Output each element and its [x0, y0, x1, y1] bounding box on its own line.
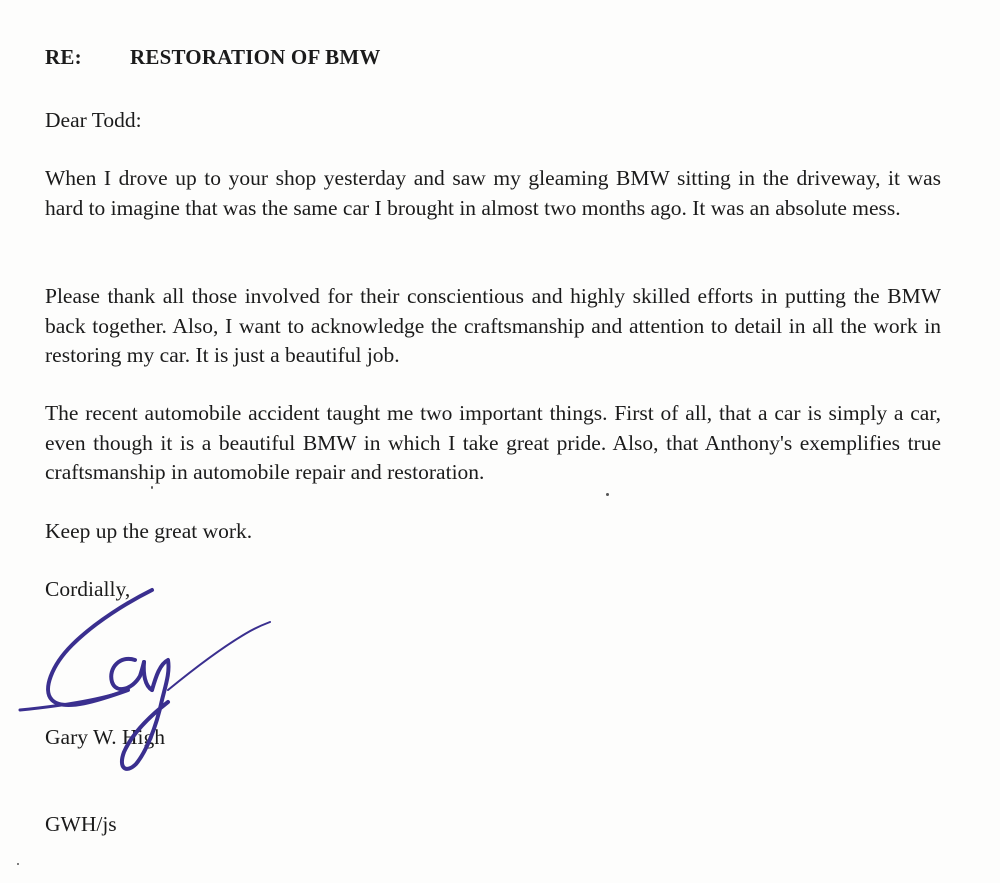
- paragraph-2: Please thank all those involved for their conscientious and highly skilled efforts in putting the BMW back together. Also, I want to acknowledge the craftsmanship and attention to detail in all the work in restoring my car. It is just a beautiful job.: [45, 284, 941, 367]
- closing-line: Keep up the great work.: [45, 519, 253, 543]
- subject-line: [45, 43, 381, 73]
- paragraph-3: The recent automobile accident taught me two important things. First of all, that a car is simply a car, even though it is a beautiful BMW in which I take great pride. Also, that Anthony's exemplifies true craftsmanship in automobile repair and restoration.: [45, 401, 941, 484]
- salutation: Dear Todd:: [45, 108, 142, 132]
- typist-initials: GWH/js: [45, 812, 117, 836]
- signer-name: Gary W. High: [45, 725, 166, 749]
- re-subject: RESTORATION OF BMW: [130, 45, 381, 69]
- re-label: RE:: [45, 45, 82, 69]
- paper-speck: [606, 493, 609, 496]
- paper-speck: [151, 486, 153, 489]
- paper-speck: [17, 863, 19, 865]
- valediction: Cordially,: [45, 577, 131, 601]
- paragraph-1: When I drove up to your shop yesterday and saw my gleaming BMW sitting in the driveway, it was hard to imagine that was the same car I brought in almost two months ago. It was an absolute mess.: [45, 166, 941, 220]
